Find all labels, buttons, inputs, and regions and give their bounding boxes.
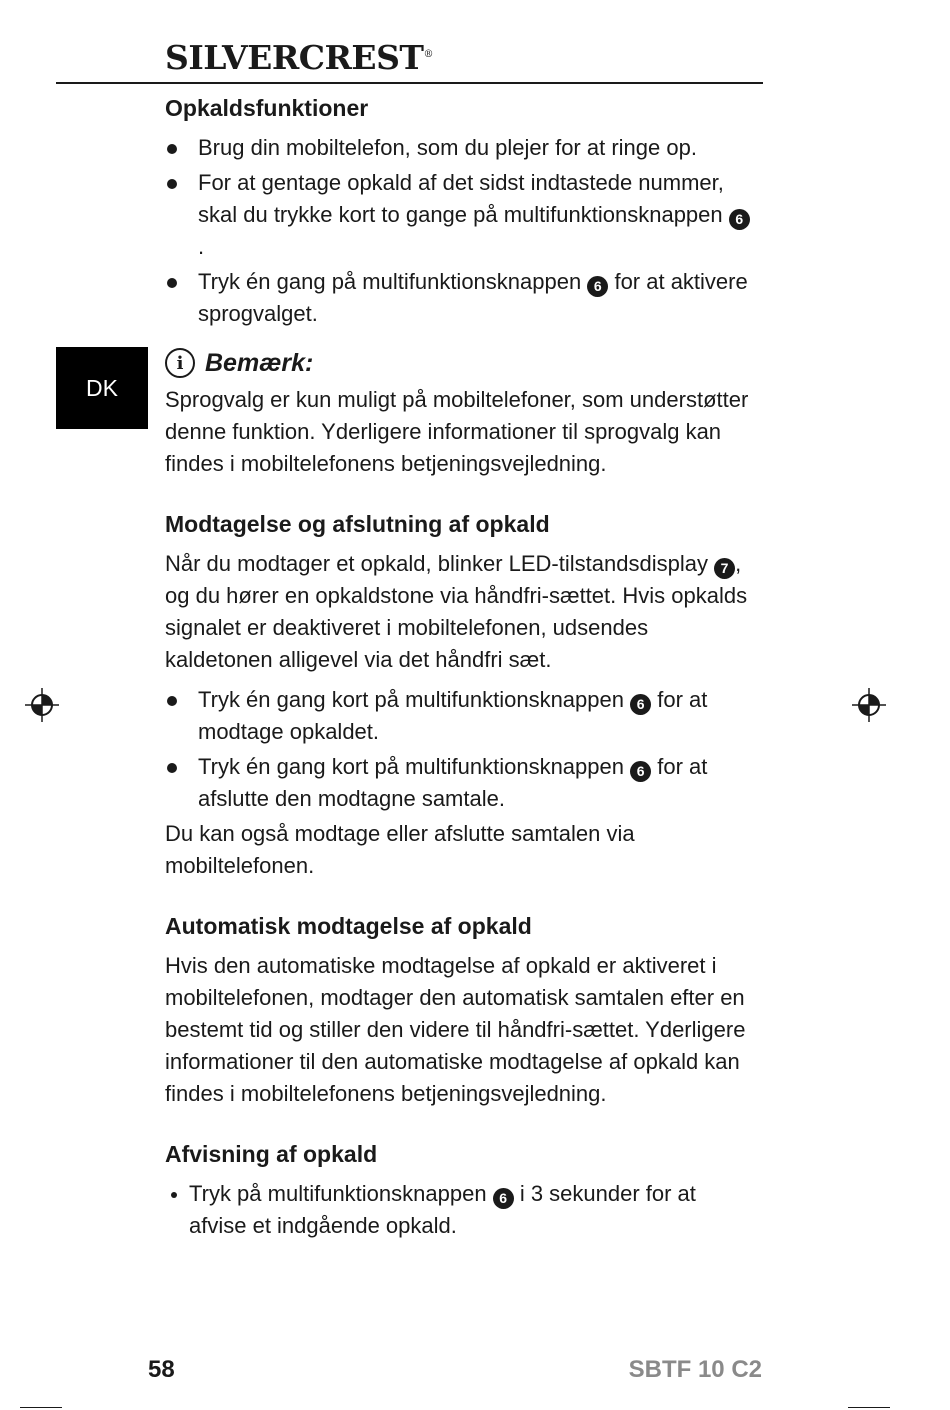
bullet-list xyxy=(165,132,750,330)
list-item: Tryk én gang kort på multifunktionsknappen 6 for at modtage opkaldet. xyxy=(165,684,750,748)
language-tab: DK xyxy=(56,347,148,429)
number-6-icon: 6 xyxy=(630,761,651,782)
bullet-icon xyxy=(167,144,177,154)
info-icon: i xyxy=(165,348,195,378)
list-item: Tryk én gang kort på multifunktionsknappen 6 for at afslutte den modtagne samtale. xyxy=(165,751,750,815)
paragraph: Når du modtager et opkald, blinker LED-tilstandsdisplay 7 , og du hører en opkaldstone via håndfri-sættet. Hvis opkalds signalet er deaktiveret i mobiltelefonen, udsendes kaldetonen alligevel via det håndfri sæt. xyxy=(165,551,748,672)
paragraph: Hvis den automatiske modtagelse af opkald er aktiveret i mobiltelefonen, modtager den automatisk samtalen efter en bestemt tid og stiller den videre til håndfri-sættet. Yderligere informationer til den automatiske modtagelse af opkald kan findes i mobiltelefonens betjeningsvejledning. xyxy=(165,953,746,1106)
section-title-afvisning: Afvisning af opkald xyxy=(165,1141,378,1167)
registration-mark-icon xyxy=(852,688,886,722)
number-6-icon: 6 xyxy=(630,694,651,715)
number-6-icon: 6 xyxy=(729,209,750,230)
crop-mark xyxy=(848,1407,890,1408)
section-title-automatisk: Automatisk modtagelse af opkald xyxy=(165,913,532,939)
section-title-modtagelse: Modtagelse og afslutning af opkald xyxy=(165,511,550,537)
bullet-icon xyxy=(167,696,177,706)
section-title-opkaldsfunktioner: Opkaldsfunktioner xyxy=(165,95,369,121)
list-item: Tryk på multifunktionsknappen 6 i 3 sekunder for at afvise et indgående opkald. xyxy=(165,1178,750,1242)
model-number: SBTF 10 C2 xyxy=(628,1356,762,1383)
number-6-icon: 6 xyxy=(587,276,608,297)
note-text: Sprogvalg er kun muligt på mobiltelefoner, som understøtter denne funktion. Yderligere informationer til sprogvalg kan findes i mobiltelefonens betjeningsvejledning. xyxy=(165,387,749,476)
list-item: Brug din mobiltelefon, som du plejer for at ringe op. xyxy=(165,132,750,164)
list-item: For at gentage opkald af det sidst indtastede nummer, skal du trykke kort to gange på multifunktionsknappen 6. xyxy=(165,167,750,263)
paragraph: Du kan også modtage eller afslutte samtalen via mobiltelefonen. xyxy=(165,821,635,878)
list-item: Tryk én gang på multifunktionsknappen 6 for at aktivere sprogvalget. xyxy=(165,266,750,330)
header-rule xyxy=(56,82,763,84)
brand-logo: SILVERCREST® xyxy=(165,38,433,77)
page-number: 58 xyxy=(148,1356,175,1383)
page-content xyxy=(165,92,750,1245)
number-6-icon: 6 xyxy=(493,1188,514,1209)
bullet-icon xyxy=(171,1192,177,1198)
bullet-list xyxy=(165,684,750,815)
bullet-list xyxy=(165,1178,750,1242)
number-7-icon: 7 xyxy=(714,558,735,579)
registration-mark-icon xyxy=(25,688,59,722)
note-title: Bemærk: xyxy=(205,348,314,377)
crop-mark xyxy=(20,1407,62,1408)
bullet-icon xyxy=(167,763,177,773)
bullet-icon xyxy=(167,278,177,288)
bullet-icon xyxy=(167,179,177,189)
note-heading xyxy=(165,348,750,378)
